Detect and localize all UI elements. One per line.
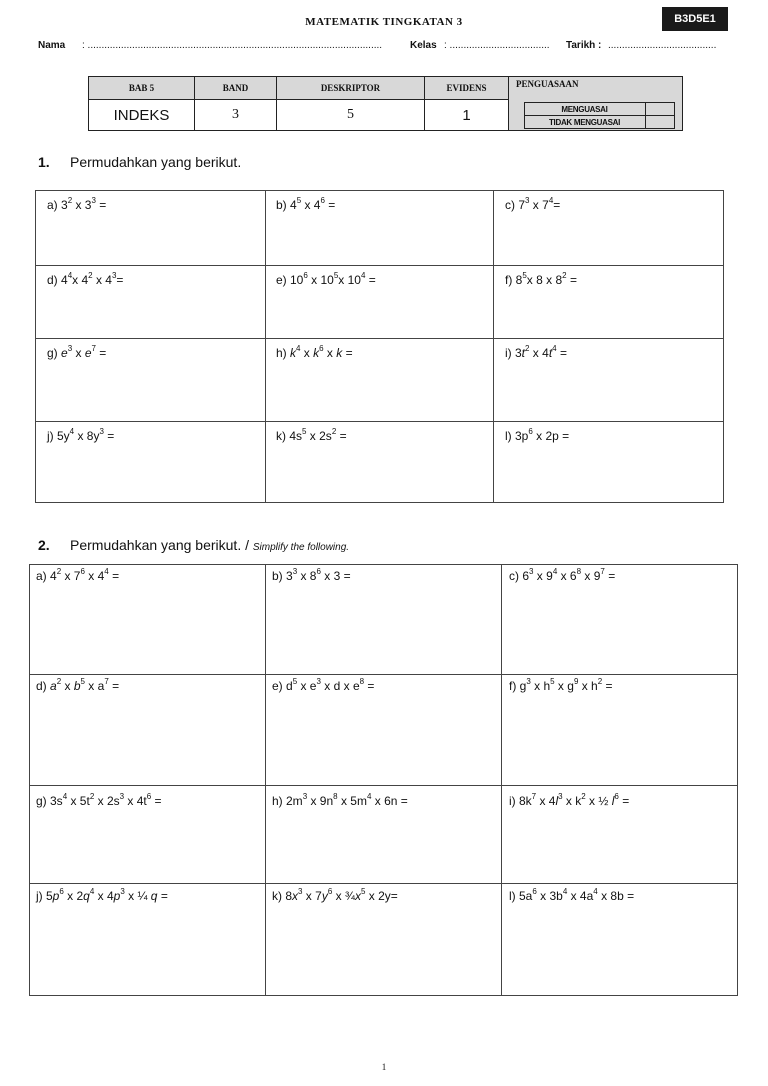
mastery-table (524, 102, 675, 129)
section-2-number: 2. (38, 537, 50, 553)
question-2c-cell[interactable] (502, 565, 738, 675)
kelas-field[interactable]: : .................................... (444, 40, 550, 51)
nama-field[interactable]: : .......................................................................................................... (82, 40, 383, 51)
question-2c: c) $6^3$ x $9^4$ x $6^8$ x $9^7$ = (509, 567, 616, 583)
question-2g-cell[interactable] (30, 786, 266, 884)
question-1a: a) $3^2$ x $3^3$ = (47, 196, 107, 212)
mastery-option-tidak-menguasai: TIDAK MENGUASAI (524, 116, 645, 129)
question-1e: e) $10^6$ x $10^5x$ $10^4$ = (276, 271, 376, 287)
value-indeks: INDEKS (89, 100, 195, 131)
question-1j-cell[interactable] (36, 422, 266, 503)
question-2f: f) $g^3$ x $h^5$ x $g^9$ x $h^2$ = (509, 677, 613, 693)
question-1d-cell[interactable] (36, 266, 266, 339)
mastery-option-menguasai: MENGUASAI (524, 103, 645, 116)
question-1k: k) $4s^5$ x $2s^2$ = (276, 427, 347, 443)
question-2k-cell[interactable] (266, 884, 502, 996)
question-1e-cell[interactable] (266, 266, 494, 339)
section-1-instruction: Permudahkan yang berikut. (70, 154, 242, 170)
nama-label: Nama (38, 40, 66, 51)
section-2-question-grid (29, 564, 738, 996)
question-1b: b) $4^5$ x $4^6$ = (276, 196, 336, 212)
question-1c-cell[interactable] (494, 191, 724, 266)
question-1h: h) $k^4$ x $k^6$ x k = (276, 344, 353, 360)
question-2a-cell[interactable] (30, 565, 266, 675)
question-1f: f) $8^5x$ 8 x $8^2$ = (505, 271, 577, 287)
section-1-number: 1. (38, 154, 50, 170)
question-2e: e) $d^5$ x $e^3$ x d x $e^8$ = (272, 677, 375, 693)
question-2a: a) $4^2$ x $7^6$ x $4^4$ = (36, 567, 120, 583)
index-table (88, 76, 683, 131)
tarikh-label: Tarikh : (566, 40, 602, 51)
question-1i-cell[interactable] (494, 339, 724, 422)
question-2d: d) $a^2$ x $b^5$ x $a^7$ = (36, 677, 120, 693)
question-1j: j) $5y^4$ x $8y^3$ = (47, 427, 115, 443)
question-2h-cell[interactable] (266, 786, 502, 884)
question-1c: c) $7^3$ x $7^4=$ (505, 196, 561, 212)
question-1g: g) $e^3$ x $e^7$ = (47, 344, 107, 360)
document-title: MATEMATIK TINGKATAN 3 (305, 16, 463, 28)
question-1l: l) $3p^6$ x 2p = (505, 427, 570, 443)
question-2b: b) $3^3$ x $8^6$ x 3 = (272, 567, 351, 583)
question-1k-cell[interactable] (266, 422, 494, 503)
question-2l-cell[interactable] (502, 884, 738, 996)
question-2k: k) $8x^3$ x $7y^6$ x $\frac{3}{4}x^5$ x 2y= (272, 887, 398, 903)
question-2g: g) $3s^4$ x $5t^2$ x $2s^3$ x $4t^6$ = (36, 792, 162, 808)
header-evidens: EVIDENS (425, 77, 509, 100)
header-deskriptor: DESKRIPTOR (277, 77, 425, 100)
question-2d-cell[interactable] (30, 675, 266, 786)
question-1g-cell[interactable] (36, 339, 266, 422)
question-1d: d) $4^4x$ $4^2$ x $4^3=$ (47, 271, 124, 287)
question-2j-cell[interactable] (30, 884, 266, 996)
question-2l: l) $5a^6$ x $3b^4$ x $4a^4$ x 8b = (509, 887, 635, 903)
section-1-heading (38, 154, 241, 170)
header-bab: BAB 5 (89, 77, 195, 100)
question-2i-cell[interactable] (502, 786, 738, 884)
question-1l-cell[interactable] (494, 422, 724, 503)
tarikh-field[interactable]: ....................................... (608, 40, 717, 51)
penguasaan-cell (509, 77, 683, 131)
question-2h: h) $2m^3$ x $9n^8$ x $5m^4$ x 6n = (272, 792, 408, 808)
header-band: BAND (195, 77, 277, 100)
question-1h-cell[interactable] (266, 339, 494, 422)
question-2i: i) $8k^7$ x $4l^3$ x $k^2$ x ½ $l^6$ = (509, 792, 630, 808)
mastery-checkbox-tidak-menguasai[interactable] (645, 116, 674, 129)
header-penguasaan: PENGUASAAN (509, 77, 682, 99)
question-1a-cell[interactable] (36, 191, 266, 266)
question-1i: i) $3t^2$ x $4t^4$ = (505, 344, 567, 360)
section-2-heading (38, 537, 349, 553)
value-evidens: 1 (425, 100, 509, 131)
section-2-instruction: Permudahkan yang berikut. / (70, 537, 253, 553)
value-band: 3 (195, 100, 277, 131)
page-number: 1 (381, 1062, 387, 1072)
section-2-instruction-english: Simplify the following. (252, 542, 350, 553)
question-2e-cell[interactable] (266, 675, 502, 786)
question-2b-cell[interactable] (266, 565, 502, 675)
value-deskriptor: 5 (277, 100, 425, 131)
mastery-checkbox-menguasai[interactable] (645, 103, 674, 116)
question-1f-cell[interactable] (494, 266, 724, 339)
question-1b-cell[interactable] (266, 191, 494, 266)
kelas-label: Kelas (410, 40, 437, 51)
worksheet-code-badge: B3D5E1 (662, 7, 728, 31)
question-2j: j) $5p^6$ x $2q^4$ x $4p^3$ x ¼ q = (36, 887, 168, 903)
section-1-question-grid (35, 190, 724, 503)
question-2f-cell[interactable] (502, 675, 738, 786)
